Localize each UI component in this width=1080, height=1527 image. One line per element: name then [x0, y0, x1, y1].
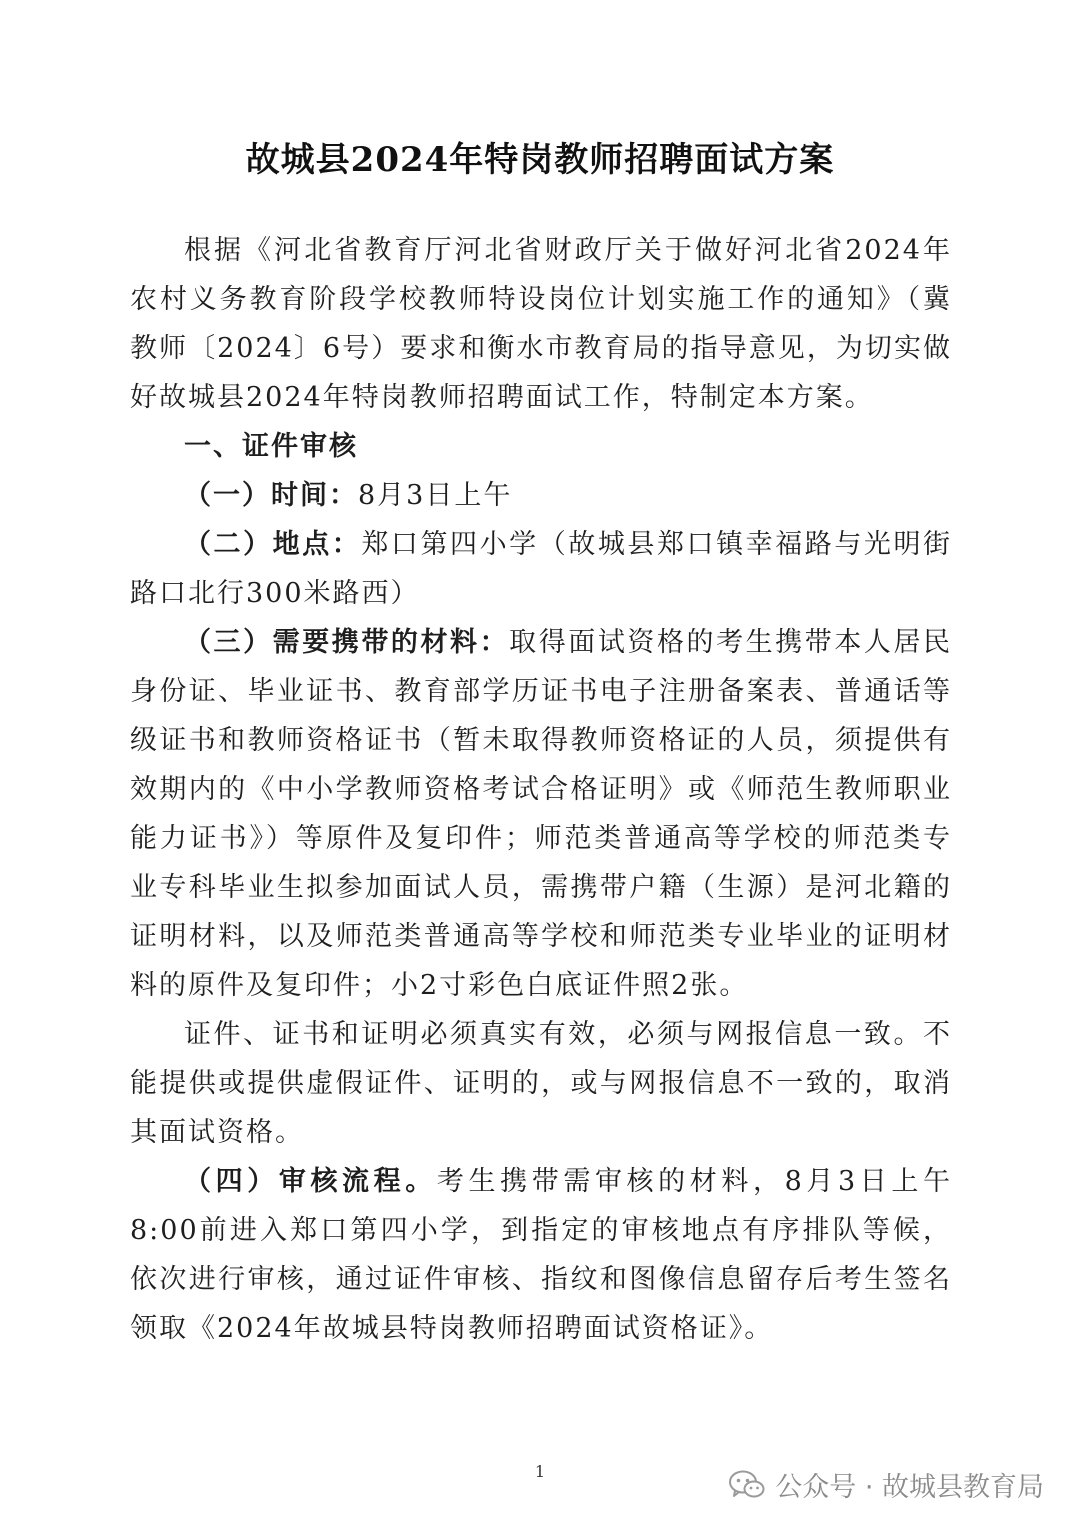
- item-location-value: 郑口第四小学（故城县郑口镇幸福路与光明街路口北行300米路西）: [130, 529, 953, 609]
- item-time-value: 8月3日上午: [358, 480, 513, 511]
- source-watermark: [729, 1465, 1044, 1504]
- item-process-value: 考生携带需审核的材料，8月3日上午8:00前进入郑口第四小学，到指定的审核地点有序排队等候，依次进行审核，通过证件审核、指纹和图像信息留存后考生签名领取《2024年故城县特岗教师招聘面试资格证》。: [130, 1166, 953, 1344]
- page-number: 1: [534, 1462, 546, 1481]
- item-materials: [130, 618, 952, 1010]
- certify-paragraph: 证件、证书和证明必须真实有效，必须与网报信息一致。不能提供或提供虚假证件、证明的，或与网报信息不一致的，取消其面试资格。: [130, 1019, 952, 1148]
- item-materials-value: 取得面试资格的考生携带本人居民身份证、毕业证书、教育部学历证书电子注册备案表、普通话等级证书和教师资格证书（暂未取得教师资格证的人员，须提供有效期内的《中小学教师资格考试合格证明》或《师范生教师职业能力证书》）等原件及复印件；师范类普通高等学校的师范类专业专科毕业生拟参加面试人员，需携带户籍（生源）是河北籍的证明材料，以及师范类普通高等学校和师范类专业毕业的证明材料的原件及复印件；小2寸彩色白底证件照2张。: [130, 627, 953, 1001]
- intro-paragraph: 根据《河北省教育厅河北省财政厅关于做好河北省2024年农村义务教育阶段学校教师特设岗位计划实施工作的通知》（冀教师〔2024〕6号）要求和衡水市教育局的指导意见，为切实做好故城县2024年特岗教师招聘面试工作，特制定本方案。: [130, 235, 952, 413]
- item-process-label: （四）审核流程。: [184, 1166, 437, 1197]
- section-heading: 一、证件审核: [184, 431, 358, 462]
- item-materials-label: （三）需要携带的材料：: [184, 627, 510, 658]
- item-time-label: （一）时间：: [184, 480, 358, 511]
- document-body: [130, 226, 952, 1353]
- wechat-icon: [729, 1470, 765, 1500]
- watermark-text: 公众号 · 故城县教育局: [775, 1472, 1044, 1503]
- item-location-label: （二）地点：: [184, 529, 362, 560]
- item-location: [130, 520, 952, 618]
- item-process: [130, 1157, 952, 1353]
- item-time: [130, 471, 952, 520]
- document-title: 故城县2024年特岗教师招聘面试方案: [245, 140, 835, 180]
